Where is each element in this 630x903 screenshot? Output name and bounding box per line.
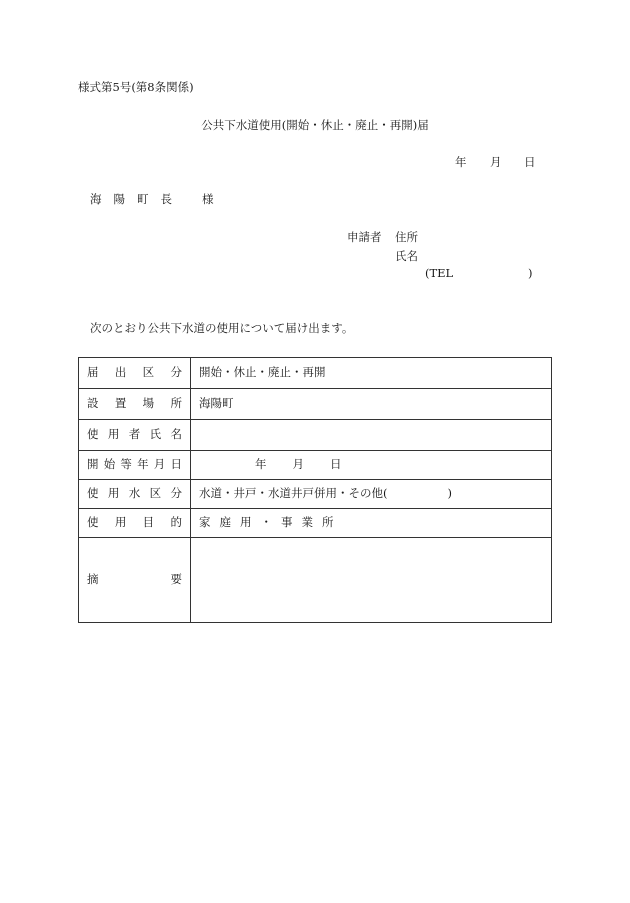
label-char: 分 (170, 486, 182, 501)
label-char: 的 (170, 515, 182, 530)
label-char: 区 (149, 486, 162, 501)
label-char: 名 (170, 427, 182, 442)
row-value-water-type[interactable] (191, 480, 552, 509)
label-char: 出 (114, 365, 127, 380)
label-char: 分 (170, 365, 182, 380)
label-char: 者 (128, 427, 141, 442)
label-char: 月 (153, 457, 166, 472)
label-char: 等 (120, 457, 132, 472)
table-row (79, 480, 552, 509)
row-value-location[interactable]: 海陽町 (191, 389, 552, 420)
table-row (79, 389, 552, 420)
applicant-label: 申請者 (347, 230, 382, 244)
label-char: 所 (170, 396, 182, 411)
tel-open: (TEL (425, 266, 454, 280)
label-char: 目 (142, 515, 155, 530)
label-char: 使 (87, 486, 99, 501)
label-char: 用 (114, 515, 127, 530)
label-char: 用 (107, 486, 120, 501)
table-row (79, 420, 552, 451)
label-char: 区 (142, 365, 155, 380)
label-char: 始 (103, 457, 116, 472)
label-char: 年 (137, 457, 149, 472)
water-type-close: ) (447, 486, 452, 501)
date-day-label: 日 (524, 155, 536, 169)
table-row (79, 358, 552, 389)
row-label (79, 451, 191, 480)
date-year-label: 年 (455, 155, 467, 169)
water-type-options: 水道・井戸・水道井戸併用・その他( (199, 486, 388, 501)
label-char: 設 (87, 396, 99, 411)
label-char: 置 (114, 396, 127, 411)
table-row (79, 509, 552, 538)
row-value-notification-type[interactable]: 開始・休止・廃止・再開 (191, 358, 552, 389)
row-value-start-date[interactable] (191, 451, 552, 480)
row-label (79, 420, 191, 451)
label-char: 使 (87, 515, 99, 530)
applicant-address-label: 住所 (395, 230, 418, 244)
table-row (79, 451, 552, 480)
label-char: 使 (87, 427, 99, 442)
addressee (90, 194, 226, 206)
row-label (79, 509, 191, 538)
form-table (78, 357, 552, 623)
label-char: 水 (128, 486, 141, 501)
label-char: 届 (87, 365, 99, 380)
row-value-user-name[interactable] (191, 420, 552, 451)
row-value-remarks[interactable] (191, 538, 552, 623)
form-title: 公共下水道使用(開始・休止・廃止・再開)届 (201, 118, 429, 132)
row-label (79, 538, 191, 623)
addressee-honorific: 様 (202, 192, 226, 206)
label-char: 氏 (149, 427, 162, 442)
label-char: 用 (107, 427, 120, 442)
applicant-name-label: 氏名 (395, 249, 418, 263)
start-date-day: 日 (330, 457, 342, 472)
label-char: 開 (87, 457, 99, 472)
row-label (79, 480, 191, 509)
tel-close: ) (528, 266, 533, 280)
label-char: 要 (170, 572, 182, 587)
form-number: 様式第5号(第8条関係) (78, 80, 194, 94)
label-char: 摘 (87, 572, 99, 587)
row-label (79, 389, 191, 420)
intro-text: 次のとおり公共下水道の使用について届け出ます。 (90, 321, 354, 335)
label-char: 日 (170, 457, 182, 472)
table-row (79, 538, 552, 623)
label-char: 場 (142, 396, 155, 411)
row-value-purpose[interactable]: 家庭用・事業所 (191, 509, 552, 538)
start-date-year: 年 (255, 457, 267, 472)
addressee-name: 海陽町長 (90, 192, 184, 206)
row-label (79, 358, 191, 389)
date-month-label: 月 (490, 155, 502, 169)
start-date-month: 月 (292, 457, 304, 472)
